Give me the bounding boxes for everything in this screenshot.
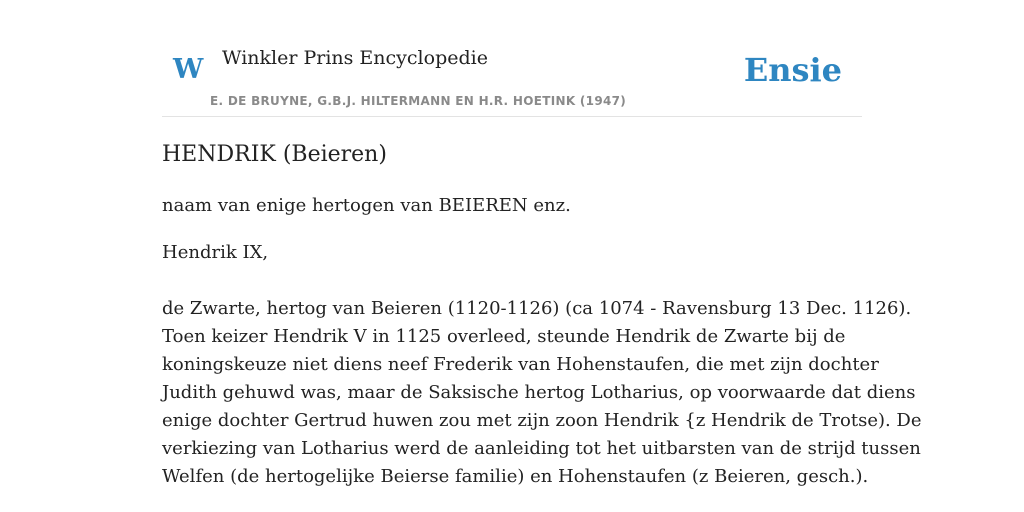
entry-subject-name: Hendrik IX, [162, 242, 269, 263]
entry-body-line: de Zwarte, hertog van Beieren (1120-1126) (ca 1074 - Ravensburg 13 Dec. 1126). [162, 298, 912, 319]
entry-body-line: enige dochter Gertrud huwen zou met zijn zoon Hendrik {z Hendrik de Trotse). De [162, 410, 922, 431]
source-header [162, 0, 862, 117]
source-authors: E. DE BRUYNE, G.B.J. HILTERMANN EN H.R. HOETINK (1947) [210, 94, 627, 108]
winkler-prins-logo[interactable]: W [173, 54, 204, 85]
entry-body-line: Judith gehuwd was, maar de Saksische hertog Lotharius, op voorwaarde dat diens [162, 382, 916, 403]
entry-body-line: verkiezing van Lotharius werd de aanleiding tot het uitbarsten van de strijd tussen [162, 438, 921, 459]
entry-body-line: Toen keizer Hendrik V in 1125 overleed, steunde Hendrik de Zwarte bij de [162, 326, 846, 347]
entry-body-line: koningskeuze niet diens neef Frederik van Hohenstaufen, die met zijn dochter [162, 354, 879, 375]
entry-body-line: Welfen (de hertogelijke Beierse familie) en Hohenstaufen (z Beieren, gesch.). [162, 466, 869, 487]
ensie-logo-link[interactable]: Ensie [743, 51, 842, 89]
entry-body [162, 295, 922, 491]
entry-intro: naam van enige hertogen van BEIEREN enz. [162, 195, 571, 216]
source-title[interactable]: Winkler Prins Encyclopedie [222, 47, 488, 69]
entry-content [162, 138, 922, 491]
entry-title: HENDRIK (Beieren) [162, 142, 387, 167]
